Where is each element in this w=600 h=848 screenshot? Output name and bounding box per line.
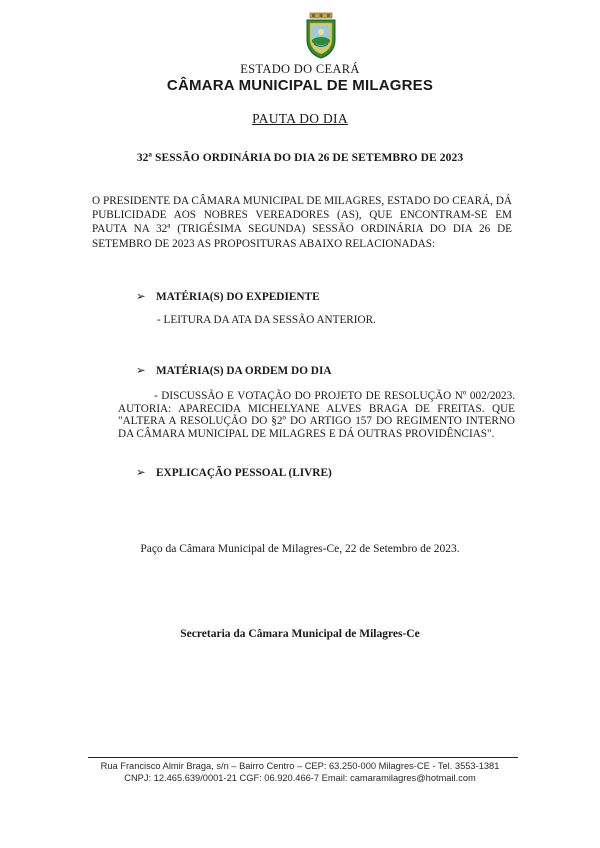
intro-paragraph: O PRESIDENTE DA CÂMARA MUNICIPAL DE MILAGRES, ESTADO DO CEARÁ, DÁ PUBLICIDADE AOS NOBRES VEREADORES (AS), QUE ENCONTRAM-SE EM PAUTA NA 32ª (TRIGÉSIMA SEGUNDA) SESSÃO ORDINÁRIA DO DIA 26 DE SETEMBRO DE 2023 AS PROPOSITURAS ABAIXO RELACIONADAS: xyxy=(92,195,512,250)
section-title: EXPLICAÇÃO PESSOAL (LIVRE) xyxy=(156,467,332,479)
arrow-bullet-icon: ➢ xyxy=(136,365,146,377)
state-name: ESTADO DO CEARÁ xyxy=(240,62,360,76)
section-explicacao-pessoal xyxy=(136,466,332,479)
section-title: MATÉRIA(S) DA ORDEM DO DIA xyxy=(156,365,332,377)
section-ordem-do-dia xyxy=(136,364,332,377)
section-item: - LEITURA DA ATA DA SESSÃO ANTERIOR. xyxy=(157,314,376,326)
chamber-name: CÂMARA MUNICIPAL DE MILAGRES xyxy=(166,77,434,94)
footer-divider xyxy=(88,757,518,758)
session-title: 32ª SESSÃO ORDINÁRIA DO DIA 26 DE SETEMBRO DE 2023 xyxy=(136,152,464,164)
footer-address: Rua Francisco Almir Braga, s/n – Bairro Centro – CEP: 63.250-000 Milagres-CE - Tel. 3553-1381 xyxy=(100,761,500,771)
arrow-bullet-icon: ➢ xyxy=(136,467,146,479)
section-item: - DISCUSSÃO E VOTAÇÃO DO PROJETO DE RESOLUÇÃO Nº 002/2023. AUTORIA: APARECIDA MICHELYANE ALVES BRAGA DE FREITAS. QUE "ALTERA A RESOLUÇÃO DO §2º DO ARTIGO 157 DO REGIMENTO INTERNO DA CÂMARA MUNICIPAL DE MILAGRES E DÁ OUTRAS PROVIDÊNCIAS". xyxy=(118,390,515,440)
place-date: Paço da Câmara Municipal de Milagres-Ce, 22 de Setembro de 2023. xyxy=(140,543,460,555)
section-title: MATÉRIA(S) DO EXPEDIENTE xyxy=(156,291,320,303)
state-coat-of-arms-icon xyxy=(297,12,345,60)
document-title: PAUTA DO DIA xyxy=(252,111,348,126)
section-expediente xyxy=(136,290,320,303)
signature-line: Secretaria da Câmara Municipal de Milagres-Ce xyxy=(180,628,420,640)
arrow-bullet-icon: ➢ xyxy=(136,291,146,303)
footer-registration: CNPJ: 12.465.639/0001-21 CGF: 06.920.466-7 Email: camaramilagres@hotmail.com xyxy=(124,773,476,783)
